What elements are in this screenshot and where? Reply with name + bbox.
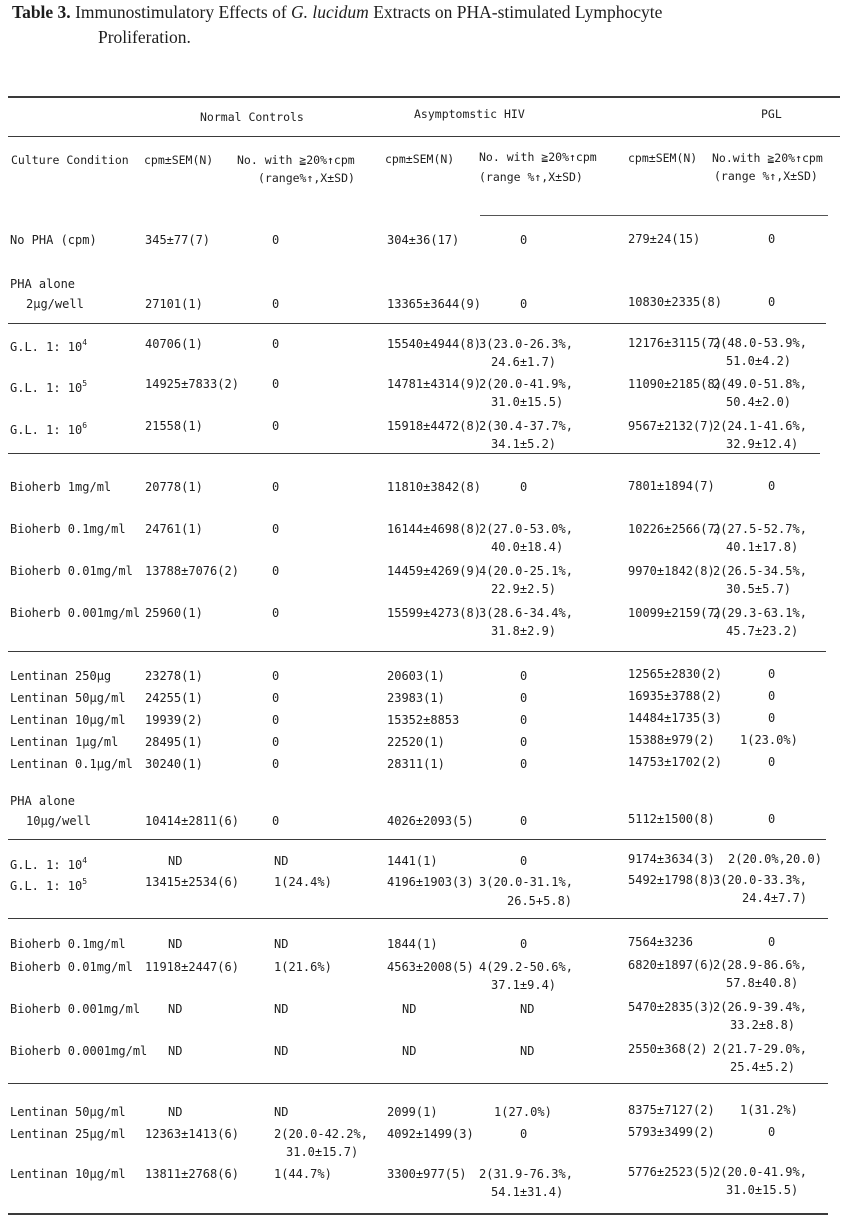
label-exponent: 6	[82, 421, 88, 430]
cell: 14459±4269(9)	[387, 564, 481, 578]
cell: ND	[402, 1044, 417, 1058]
cell: 24255(1)	[145, 691, 203, 705]
cell: 40.1±17.8)	[726, 540, 799, 554]
cell: 40.0±18.4)	[491, 540, 564, 554]
cell: 26.5+5.8)	[507, 894, 573, 908]
label-text: G.L. 1: 10	[10, 340, 83, 354]
cell: 1844(1)	[387, 937, 438, 951]
cell: 0	[272, 522, 280, 536]
caption-species: G. lucidum	[291, 2, 369, 22]
cell: 0	[768, 812, 776, 826]
cell: 0	[768, 232, 776, 246]
label-text: G.L. 1: 10	[10, 879, 83, 893]
cell: 2(48.0-53.9%,	[713, 336, 807, 350]
cell: 20603(1)	[387, 669, 445, 683]
cell: 32.9±12.4)	[726, 437, 799, 451]
cell: 2(20.0-41.9%,	[713, 1165, 807, 1179]
row-label	[10, 418, 87, 438]
row-label: PHA alone	[10, 794, 76, 808]
cell: 1(23.0%)	[740, 733, 798, 747]
cell: 1441(1)	[387, 854, 438, 868]
cell: ND	[520, 1002, 535, 1016]
cell: 13365±3644(9)	[387, 297, 481, 311]
section-rule	[8, 1083, 828, 1084]
row-label: Lentinan 50μg/ml	[10, 691, 126, 705]
cell: ND	[520, 1044, 535, 1058]
cell: 37.1±9.4)	[491, 978, 557, 992]
cell: 4(29.2-50.6%,	[479, 960, 573, 974]
row-label: Lentinan 25μg/ml	[10, 1127, 126, 1141]
cell: 16935±3788(2)	[628, 689, 722, 703]
cell: 345±77(7)	[145, 233, 211, 247]
cell: 5470±2835(3)	[628, 1000, 715, 1014]
row-label: Bioherb 0.1mg/ml	[10, 522, 126, 536]
cell: 3(28.6-34.4%,	[479, 606, 573, 620]
cell: 27101(1)	[145, 297, 203, 311]
row-label: Lentinan 10μg/ml	[10, 1167, 126, 1181]
cell: 0	[520, 713, 528, 727]
cell: 9970±1842(8)	[628, 564, 715, 578]
section-rule	[8, 453, 820, 454]
cell: 6820±1897(6)	[628, 958, 715, 972]
cell: 12565±2830(2)	[628, 667, 722, 681]
cell: 9174±3634(3)	[628, 852, 715, 866]
cell: 14484±1735(3)	[628, 711, 722, 725]
col-cpm-normal: cpm±SEM(N)	[144, 153, 214, 167]
cell: 28495(1)	[145, 735, 203, 749]
cell: 15599±4273(8)	[387, 606, 481, 620]
cell: 0	[272, 669, 280, 683]
row-label: PHA alone	[10, 277, 76, 291]
cell: 15540±4944(8)	[387, 337, 481, 351]
row-label: 10μg/well	[26, 814, 92, 828]
row-label: Lentinan 50μg/ml	[10, 1105, 126, 1119]
cell: 0	[520, 757, 528, 771]
cell: 57.8±40.8)	[726, 976, 799, 990]
cell: 12363±1413(6)	[145, 1127, 239, 1141]
cell: 2550±368(2)	[628, 1042, 708, 1056]
cell: 0	[520, 233, 528, 247]
cell: 0	[272, 757, 280, 771]
cell: 0	[768, 667, 776, 681]
cell: 0	[768, 689, 776, 703]
cell: 4026±2093(5)	[387, 814, 474, 828]
cell: 20778(1)	[145, 480, 203, 494]
col-pct-normal: No. with ≧20%↑cpm	[237, 153, 355, 167]
cell: 14781±4314(9)	[387, 377, 481, 391]
cell: 5112±1500(8)	[628, 812, 715, 826]
col-pct-pgl-sub: (range %↑,X±SD)	[714, 169, 818, 183]
row-label: Lentinan 10μg/ml	[10, 713, 126, 727]
cell: 0	[272, 735, 280, 749]
cell: 25960(1)	[145, 606, 203, 620]
cell: 22520(1)	[387, 735, 445, 749]
col-culture-condition: Culture Condition	[11, 153, 129, 167]
col-cpm-hiv: cpm±SEM(N)	[385, 152, 455, 166]
cell: ND	[168, 1105, 183, 1119]
cell: 0	[520, 814, 528, 828]
caption-text: Immunostimulatory Effects of	[75, 2, 287, 22]
cell: 279±24(15)	[628, 232, 701, 246]
cell: 54.1±31.4)	[491, 1185, 564, 1199]
cell: 13415±2534(6)	[145, 875, 239, 889]
cell: ND	[274, 1105, 289, 1119]
cell: 10414±2811(6)	[145, 814, 239, 828]
cell: 4092±1499(3)	[387, 1127, 474, 1141]
table-label: Table 3.	[12, 2, 71, 22]
cell: 2(28.9-86.6%,	[713, 958, 807, 972]
cell: 3300±977(5)	[387, 1167, 467, 1181]
caption-line-2: Proliferation.	[98, 27, 191, 47]
cell: 23278(1)	[145, 669, 203, 683]
cell: 0	[520, 937, 528, 951]
cell: 5793±3499(2)	[628, 1125, 715, 1139]
cell: 0	[520, 1127, 528, 1141]
col-pct-pgl: No.with ≧20%↑cpm	[712, 151, 823, 165]
cell: 0	[520, 691, 528, 705]
cell: 31.0±15.5)	[491, 395, 564, 409]
group-pgl: PGL	[761, 107, 782, 121]
row-label: Bioherb 0.0001mg/ml	[10, 1044, 148, 1058]
top-rule	[8, 96, 840, 98]
cell: 21558(1)	[145, 419, 203, 433]
cell: 10226±2566(7)	[628, 522, 722, 536]
cell: 40706(1)	[145, 337, 203, 351]
group-asymptomatic-hiv: Asymptomstic HIV	[414, 107, 525, 121]
row-label: 2μg/well	[26, 297, 84, 311]
row-label	[10, 376, 87, 396]
cell: 15388±979(2)	[628, 733, 715, 747]
cell: 22.9±2.5)	[491, 582, 557, 596]
row-label: Bioherb 0.001mg/ml	[10, 1002, 141, 1016]
row-label	[10, 853, 87, 873]
cell: 31.0±15.5)	[726, 1183, 799, 1197]
cell: ND	[168, 1044, 183, 1058]
cell: 24761(1)	[145, 522, 203, 536]
cell: ND	[274, 854, 289, 868]
cell: 2(30.4-37.7%,	[479, 419, 573, 433]
cell: 0	[768, 711, 776, 725]
cell: 11810±3842(8)	[387, 480, 481, 494]
row-label: Lentinan 250μg	[10, 669, 112, 683]
cell: 3(20.0-31.1%,	[479, 875, 573, 889]
cell: 1(44.7%)	[274, 1167, 332, 1181]
cell: 0	[272, 691, 280, 705]
cell: 0	[520, 669, 528, 683]
group-rule	[8, 136, 840, 137]
cell: 51.0±4.2)	[726, 354, 792, 368]
cell: 1(21.6%)	[274, 960, 332, 974]
cell: 4563±2008(5)	[387, 960, 474, 974]
cell: 0	[768, 295, 776, 309]
cell: 0	[272, 564, 280, 578]
cell: 13788±7076(2)	[145, 564, 239, 578]
cell: 0	[272, 419, 280, 433]
cell: 0	[272, 297, 280, 311]
cell: 2(29.3-63.1%,	[713, 606, 807, 620]
cell: 5776±2523(5)	[628, 1165, 715, 1179]
cell: 34.1±5.2)	[491, 437, 557, 451]
cell: 11090±2185(8)	[628, 377, 722, 391]
bottom-rule	[8, 1213, 828, 1215]
cell: 33.2±8.8)	[730, 1018, 796, 1032]
cell: 2099(1)	[387, 1105, 438, 1119]
label-text: G.L. 1: 10	[10, 423, 83, 437]
cell: 7801±1894(7)	[628, 479, 715, 493]
col-pct-hiv-sub: (range %↑,X±SD)	[479, 170, 583, 184]
cell: 10830±2335(8)	[628, 295, 722, 309]
cell: 0	[520, 854, 528, 868]
cell: 13811±2768(6)	[145, 1167, 239, 1181]
cell: 8375±7127(2)	[628, 1103, 715, 1117]
cell: 0	[768, 1125, 776, 1139]
cell: 4(20.0-25.1%,	[479, 564, 573, 578]
cell: ND	[274, 1044, 289, 1058]
cell: 3(20.0-33.3%,	[713, 873, 807, 887]
cell: 0	[520, 735, 528, 749]
cell: 0	[272, 713, 280, 727]
cell: 50.4±2.0)	[726, 395, 792, 409]
cell: 2(21.7-29.0%,	[713, 1042, 807, 1056]
cell: ND	[168, 1002, 183, 1016]
cell: 2(24.1-41.6%,	[713, 419, 807, 433]
cell: 10099±2159(7)	[628, 606, 722, 620]
cell: 0	[272, 337, 280, 351]
cell: 2(27.0-53.0%,	[479, 522, 573, 536]
cell: 28311(1)	[387, 757, 445, 771]
cell: 30240(1)	[145, 757, 203, 771]
cell: 0	[272, 233, 280, 247]
cell: 2(20.0%,20.0)	[728, 852, 822, 866]
cell: ND	[274, 1002, 289, 1016]
cell: 11918±2447(6)	[145, 960, 239, 974]
label-exponent: 5	[82, 877, 88, 886]
cell: 1(24.4%)	[274, 875, 332, 889]
label-exponent: 4	[82, 856, 88, 865]
row-label: Bioherb 1mg/ml	[10, 480, 112, 494]
cell: 2(20.0-41.9%,	[479, 377, 573, 391]
cell: 19939(2)	[145, 713, 203, 727]
cell: 9567±2132(7)	[628, 419, 715, 433]
label-text: G.L. 1: 10	[10, 858, 83, 872]
cell: 0	[272, 814, 280, 828]
row-label	[10, 874, 87, 894]
cell: 16144±4698(8)	[387, 522, 481, 536]
cell: 0	[768, 755, 776, 769]
group-normal-controls: Normal Controls	[200, 110, 304, 124]
row-label: Lentinan 1μg/ml	[10, 735, 119, 749]
col-pct-normal-sub: (range%↑,X±SD)	[258, 171, 355, 185]
cell: ND	[168, 854, 183, 868]
cell: 0	[272, 606, 280, 620]
label-text: G.L. 1: 10	[10, 381, 83, 395]
cell: 3(23.0-26.3%,	[479, 337, 573, 351]
cell: 2(26.5-34.5%,	[713, 564, 807, 578]
cell: ND	[274, 937, 289, 951]
cell: 1(31.2%)	[740, 1103, 798, 1117]
cell: 24.4±7.7)	[742, 891, 808, 905]
cell: 23983(1)	[387, 691, 445, 705]
section-rule	[8, 323, 826, 324]
cell: 4196±1903(3)	[387, 875, 474, 889]
cell: 2(27.5-52.7%,	[713, 522, 807, 536]
cell: 0	[520, 480, 528, 494]
cell: 15918±4472(8)	[387, 419, 481, 433]
cell: 2(31.9-76.3%,	[479, 1167, 573, 1181]
cell: 24.6±1.7)	[491, 355, 557, 369]
cell: 12176±3115(7)	[628, 336, 722, 350]
cell: 14753±1702(2)	[628, 755, 722, 769]
cell: 1(27.0%)	[494, 1105, 552, 1119]
cell: 0	[272, 480, 280, 494]
cell: 2(20.0-42.2%,	[274, 1127, 368, 1141]
header-rule	[480, 215, 828, 216]
row-label: Bioherb 0.01mg/ml	[10, 960, 133, 974]
cell: 7564±3236	[628, 935, 694, 949]
row-label: No PHA (cpm)	[10, 233, 97, 247]
col-pct-hiv: No. with ≧20%↑cpm	[479, 150, 597, 164]
label-exponent: 4	[82, 338, 88, 347]
cell: 14925±7833(2)	[145, 377, 239, 391]
cell: 0	[520, 297, 528, 311]
cell: 31.0±15.7)	[286, 1145, 359, 1159]
cell: 2(49.0-51.8%,	[713, 377, 807, 391]
row-label: Lentinan 0.1μg/ml	[10, 757, 133, 771]
label-exponent: 5	[82, 379, 88, 388]
cell: 0	[768, 935, 776, 949]
cell: ND	[168, 937, 183, 951]
cell: 0	[272, 377, 280, 391]
row-label: Bioherb 0.1mg/ml	[10, 937, 126, 951]
section-rule	[8, 839, 826, 840]
cell: ND	[402, 1002, 417, 1016]
row-label: Bioherb 0.01mg/ml	[10, 564, 133, 578]
cell: 30.5±5.7)	[726, 582, 792, 596]
cell: 5492±1798(8)	[628, 873, 715, 887]
section-rule	[8, 918, 828, 919]
cell: 0	[768, 479, 776, 493]
row-label	[10, 335, 87, 355]
cell: 304±36(17)	[387, 233, 460, 247]
cell: 45.7±23.2)	[726, 624, 799, 638]
caption-text-2: Extracts on PHA-stimulated Lymphocyte	[373, 2, 663, 22]
cell: 2(26.9-39.4%,	[713, 1000, 807, 1014]
section-rule	[8, 651, 826, 652]
col-cpm-pgl: cpm±SEM(N)	[628, 151, 698, 165]
cell: 31.8±2.9)	[491, 624, 557, 638]
cell: 25.4±5.2)	[730, 1060, 796, 1074]
row-label: Bioherb 0.001mg/ml	[10, 606, 141, 620]
cell: 15352±8853	[387, 713, 460, 727]
